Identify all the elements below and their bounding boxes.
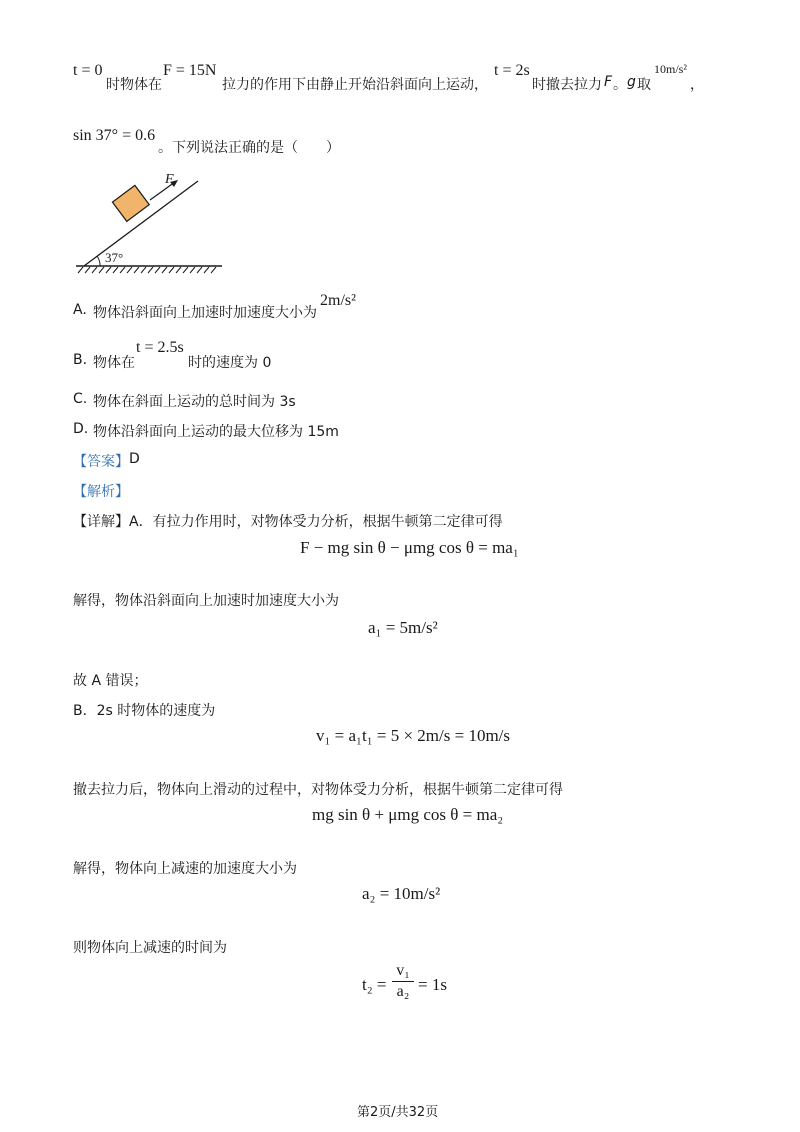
option-d-label: D. — [73, 421, 89, 437]
incline-figure — [70, 165, 230, 280]
option-a-label: A. — [73, 302, 87, 318]
detail-p6: 解得，物体向上减速的加速度大小为 — [73, 861, 297, 877]
text: g — [627, 74, 636, 90]
equation-6-fraction — [392, 962, 414, 1001]
math-t0: t = 0 — [73, 62, 103, 79]
equation-6-rhs: = 1s — [418, 975, 447, 994]
text: ， — [690, 77, 704, 93]
option-b-text: 物体在 — [93, 355, 135, 371]
detail-p3: 故 A 错误； — [73, 673, 148, 689]
analysis-tag: 【解析】 — [73, 484, 129, 500]
math-force: F = 15N — [163, 62, 217, 79]
text: 时物体在 — [106, 77, 162, 93]
text: 。 — [613, 77, 627, 93]
page-number: 第2页/共32页 — [357, 1105, 439, 1120]
detail-p2: 解得，物体沿斜面向上加速时加速度大小为 — [73, 593, 339, 609]
text: F — [604, 74, 613, 90]
equation-2: a₁ = 5m/s² — [368, 618, 438, 637]
math-t2: t = 2s — [494, 62, 530, 79]
force-label: F — [165, 172, 174, 187]
option-b-math: t = 2.5s — [136, 339, 184, 356]
detail-p4: B．2s 时物体的速度为 — [73, 703, 216, 719]
equation-6-lhs: t₂ = — [362, 975, 387, 994]
text: 取 — [637, 77, 651, 93]
answer-tag: 【答案】 — [73, 454, 129, 470]
block — [112, 185, 149, 221]
equation-1: F − mg sin θ − μmg cos θ = ma₁ — [300, 538, 519, 557]
text: 拉力的作用下由静止开始沿斜面向上运动， — [222, 77, 488, 93]
text: 时撤去拉力 — [532, 77, 602, 93]
option-b-label: B. — [73, 352, 88, 368]
equation-5: a₂ = 10m/s² — [362, 884, 441, 903]
option-d-text: 物体沿斜面向上运动的最大位移为 15m — [93, 424, 339, 440]
fraction-numerator: v₁ — [396, 962, 410, 979]
math-g-value: 10m/s² — [654, 62, 687, 76]
detail-p5: 撤去拉力后，物体向上滑动的过程中，对物体受力分析，根据牛顿第二定律可得 — [73, 782, 563, 798]
option-b-text2: 时的速度为 0 — [188, 355, 272, 371]
fraction-denominator: a₂ — [396, 983, 410, 1000]
equation-3: v₁ = a₁t₁ = 5 × 2m/s = 10m/s — [316, 726, 511, 745]
angle-label: 37° — [105, 250, 124, 265]
option-c-label: C. — [73, 391, 88, 407]
option-a-math: 2m/s² — [320, 292, 356, 309]
answer-value: D — [129, 451, 140, 467]
equation-4: mg sin θ + μmg cos θ = ma₂ — [312, 805, 504, 824]
math-sin: sin 37° = 0.6 — [73, 127, 156, 144]
option-a-text: 物体沿斜面向上加速时加速度大小为 — [93, 305, 317, 321]
text: 。下列说法正确的是（ ） — [158, 140, 340, 156]
option-c-text: 物体在斜面上运动的总时间为 3s — [93, 394, 296, 410]
detail-p7: 则物体向上减速的时间为 — [73, 940, 227, 956]
detail-tag: 【详解】 — [73, 514, 129, 530]
detail-p1: A．有拉力作用时，对物体受力分析，根据牛顿第二定律可得 — [129, 514, 503, 530]
